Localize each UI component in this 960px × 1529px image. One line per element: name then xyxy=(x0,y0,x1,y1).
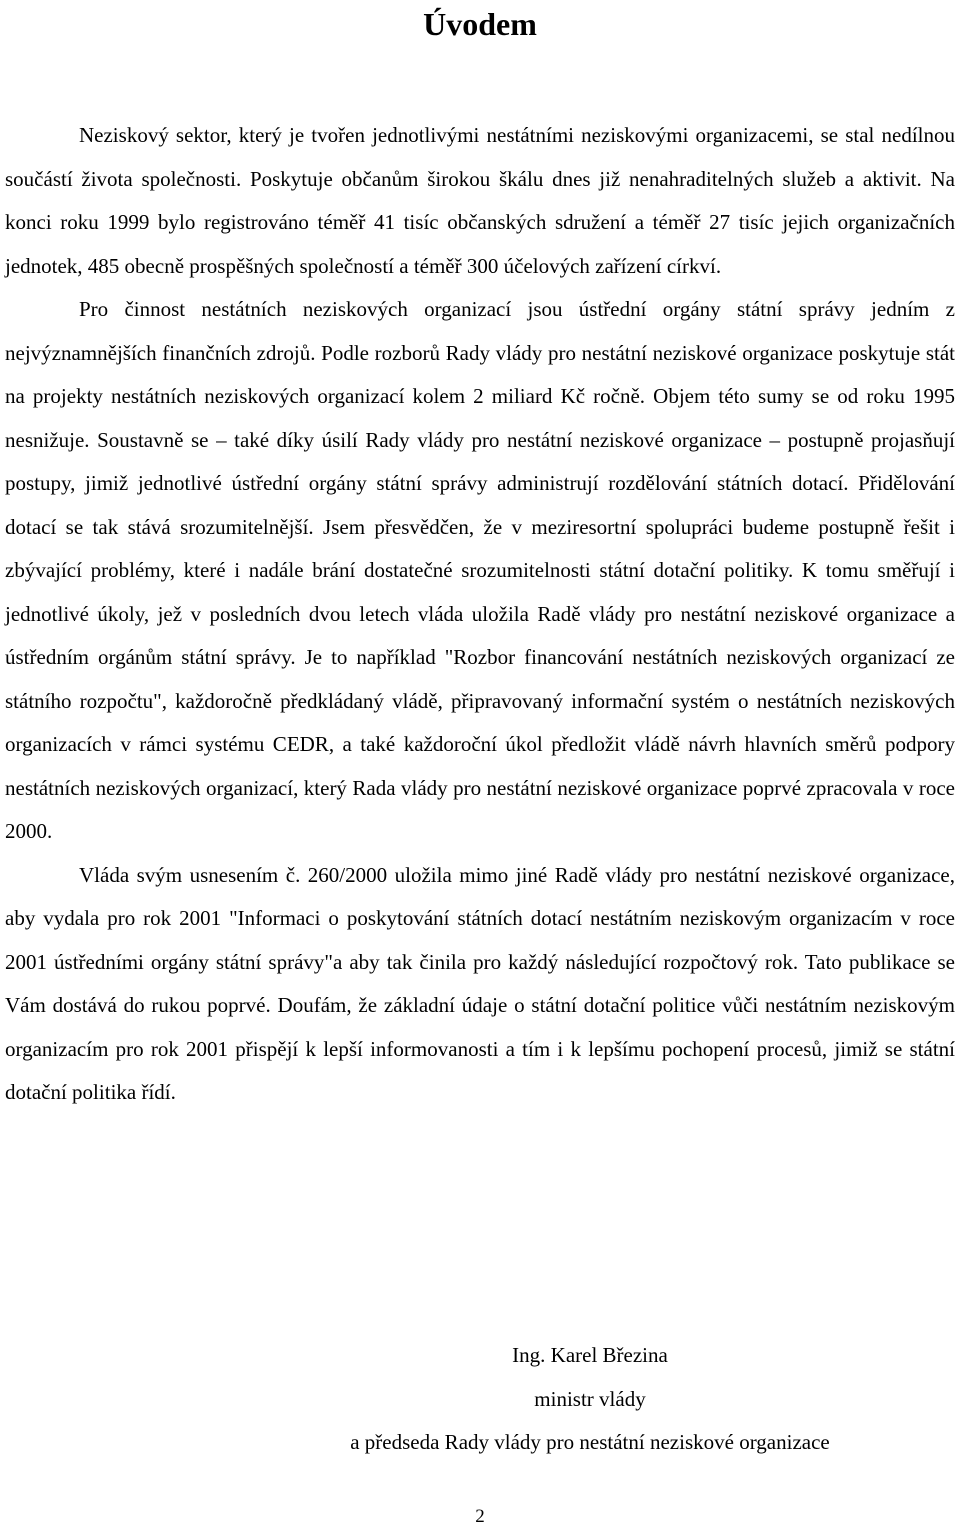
page-number: 2 xyxy=(475,1506,485,1527)
page-title: Úvodem xyxy=(423,6,537,42)
signature-role: a předseda Rady vlády pro nestátní neziskové organizace xyxy=(350,1430,830,1454)
signature-name: Ing. Karel Březina xyxy=(512,1343,668,1367)
body-text xyxy=(5,114,955,1115)
paragraph-resolution: Vláda svým usnesením č. 260/2000 uložila mimo jiné Radě vlády pro nestátní neziskové organizace, aby vydala pro rok 2001 "Informaci o poskytování státních dotací nestátním neziskovým organizacím v roce 2001 ústředními orgány státní správy"a aby tak činila pro každý následující rozpočtový rok. Tato publikace se Vám dostává do rukou poprvé. Doufám, že základní údaje o státní dotační politice vůči nestátním neziskovým organizacím pro rok 2001 přispějí k lepší informovanosti a tím i k lepšímu pochopení procesů, jimiž se státní dotační politika řídí. xyxy=(5,862,955,1104)
signature-position: ministr vlády xyxy=(534,1386,646,1411)
paragraph-funding: Pro činnost nestátních neziskových organizací jsou ústřední orgány státní správy jedním z nejvýznamnějších finančních zdrojů. Podle rozborů Rady vlády pro nestátní neziskové organizace poskytuje stát na projekty nestátních neziskových organizací kolem 2 miliard Kč ročně. Objem této sumy se od roku 1995 nesnižuje. Soustavně se – také díky úsilí Rady vlády pro nestátní neziskové organizace – postupně projasňují postupy, jimiž jednotlivé ústřední orgány státní správy administrují rozdělování státních dotací. Přidělování dotací se tak stává srozumitelnější. Jsem přesvědčen, že v meziresortní spolupráci budeme postupně řešit i zbývající problémy, které i nadále brání dostatečné srozumitelnosti státní dotační politiky. K tomu směřují i jednotlivé úkoly, jež v posledních dvou letech vláda uložila Radě vlády pro nestátní neziskové organizace a ústředním orgánům státní správy. Je to například "Rozbor financování nestátních neziskových organizací ze státního rozpočtu", každoročně předkládaný vládě, připravovaný informační systém o nestátních neziskových organizacích v rámci systému CEDR, a také každoroční úkol předložit vládě návrh hlavních směrů podpory nestátních neziskových organizací, který Rada vlády pro nestátní neziskové organizace poprvé zpracovala v roce 2000. xyxy=(5,297,955,843)
signature-block xyxy=(300,1334,880,1465)
paragraph-intro: Neziskový sektor, který je tvořen jednotlivými nestátními neziskovými organizacemi, se stal nedílnou součástí života společnosti. Poskytuje občanům širokou škálu dnes již nenahraditelných služeb a aktivit. Na konci roku 1999 bylo registrováno téměř 41 tisíc občanských sdružení a téměř 27 tisíc jejich organizačních jednotek, 485 obecně prospěšných společností a téměř 300 účelových zařízení církví. xyxy=(5,123,955,278)
